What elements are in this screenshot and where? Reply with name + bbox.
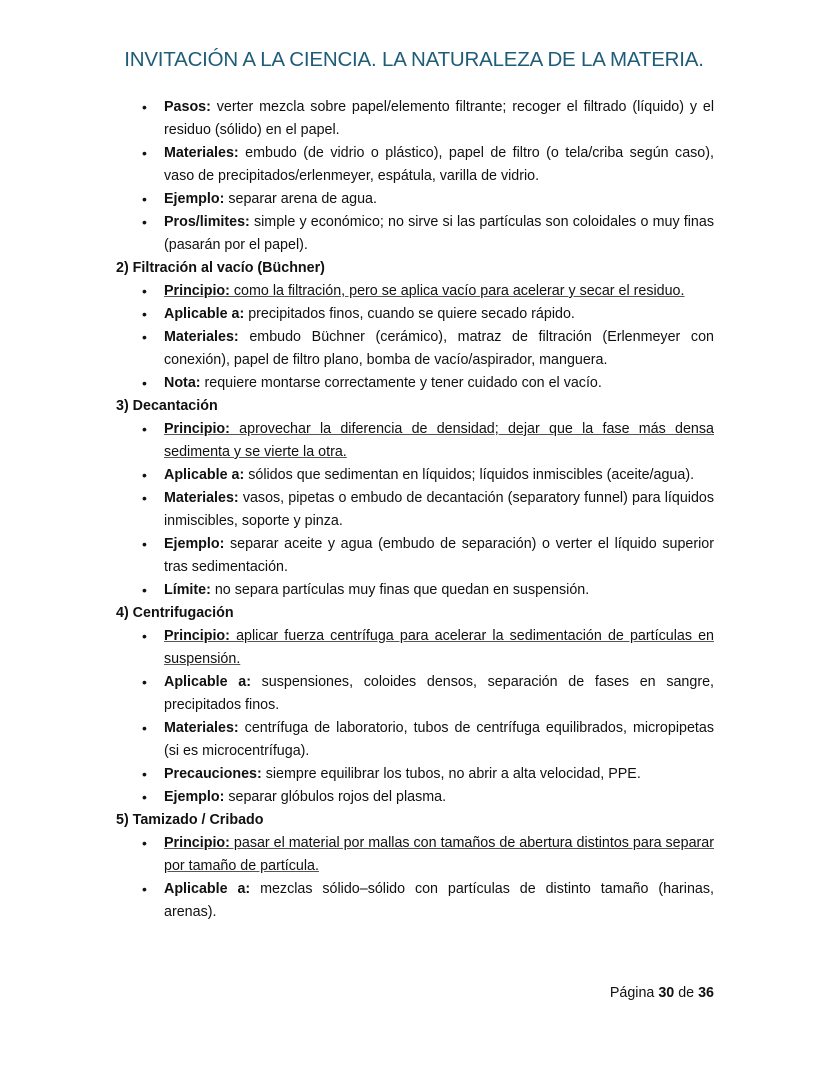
list-item <box>116 786 714 809</box>
item-label: Pros/limites: <box>164 214 250 230</box>
bullet-icon: • <box>142 720 147 736</box>
bullet-icon: • <box>142 375 147 391</box>
bullet-icon: • <box>142 628 147 644</box>
total-pages: 36 <box>698 985 714 1001</box>
list-item <box>116 418 714 464</box>
item-label: Ejemplo: <box>164 789 225 805</box>
item-label: Ejemplo: <box>164 536 225 552</box>
item-label: Aplicable a: <box>164 881 251 897</box>
list-item <box>116 533 714 579</box>
item-text: como la filtración, pero se aplica vacío para acelerar y secar el residuo. <box>229 283 685 299</box>
section-heading: 5) Tamizado / Cribado <box>116 812 264 828</box>
page-number <box>610 985 714 1001</box>
item-label: Precauciones: <box>164 766 262 782</box>
item-label: Principio: <box>164 835 230 851</box>
item-text: verter mezcla sobre papel/elemento filtrante; recoger el filtrado (líquido) y el residuo (sólido) en el papel. <box>164 99 714 138</box>
bullet-list <box>116 418 714 602</box>
list-item <box>116 717 714 763</box>
item-label: Principio: <box>164 628 230 644</box>
item-text: separar aceite y agua (embudo de separación) o verter el líquido superior tras sedimentación. <box>164 536 714 575</box>
bullet-list <box>116 625 714 809</box>
item-text: separar arena de agua. <box>224 191 377 207</box>
list-item <box>116 878 714 924</box>
item-label: Límite: <box>164 582 211 598</box>
bullet-icon: • <box>142 191 147 207</box>
list-item <box>116 579 714 602</box>
item-text: precipitados finos, cuando se quiere secado rápido. <box>244 306 575 322</box>
list-item <box>116 326 714 372</box>
item-label: Materiales: <box>164 145 239 161</box>
item-label: Principio: <box>164 421 230 437</box>
list-item <box>116 142 714 188</box>
page-of: de <box>674 985 699 1001</box>
bullet-icon: • <box>142 789 147 805</box>
list-item <box>116 671 714 717</box>
list-item <box>116 211 714 257</box>
list-item <box>116 832 714 878</box>
item-text: simple y económico; no sirve si las partículas son coloidales o muy finas (pasarán por el papel). <box>164 214 714 253</box>
bullet-icon: • <box>142 99 147 115</box>
item-text: no separa partículas muy finas que quedan en suspensión. <box>210 582 590 598</box>
item-text: aprovechar la diferencia de densidad; dejar que la fase más densa sedimenta y se vierte la otra. <box>164 421 714 460</box>
bullet-icon: • <box>142 421 147 437</box>
bullet-icon: • <box>142 582 147 598</box>
list-item <box>116 303 714 326</box>
item-label: Ejemplo: <box>164 191 225 207</box>
current-page: 30 <box>658 985 675 1001</box>
item-text: sólidos que sedimentan en líquidos; líquidos inmiscibles (aceite/agua). <box>244 467 695 483</box>
item-text: pasar el material por mallas con tamaños de abertura distintos para separar por tamaño de partícula. <box>164 835 714 874</box>
bullet-list <box>116 832 714 924</box>
page-label: Página <box>609 985 659 1001</box>
section-heading: 3) Decantación <box>116 398 218 414</box>
bullet-list <box>116 96 714 257</box>
list-item <box>116 188 714 211</box>
bullet-icon: • <box>142 145 147 161</box>
list-item <box>116 487 714 533</box>
item-text: mezclas sólido–sólido con partículas de distinto tamaño (harinas, arenas). <box>164 881 714 920</box>
item-text: vasos, pipetas o embudo de decantación (separatory funnel) para líquidos inmiscibles, soporte y pinza. <box>164 490 714 529</box>
section-heading: 2) Filtración al vacío (Büchner) <box>116 260 325 276</box>
item-label: Aplicable a: <box>164 306 245 322</box>
item-text: requiere montarse correctamente y tener cuidado con el vacío. <box>200 375 602 391</box>
item-text: siempre equilibrar los tubos, no abrir a alta velocidad, PPE. <box>261 766 641 782</box>
list-item <box>116 280 714 303</box>
bullet-icon: • <box>142 283 147 299</box>
list-item <box>116 96 714 142</box>
item-text: embudo (de vidrio o plástico), papel de filtro (o tela/criba según caso), vaso de precipitados/erlenmeyer, espátula, varilla de vidrio. <box>164 145 714 184</box>
item-text: aplicar fuerza centrífuga para acelerar la sedimentación de partículas en suspensión. <box>164 628 714 667</box>
bullet-icon: • <box>142 306 147 322</box>
bullet-icon: • <box>142 881 147 897</box>
bullet-icon: • <box>142 467 147 483</box>
bullet-icon: • <box>142 214 147 230</box>
list-item <box>116 763 714 786</box>
item-text: separar glóbulos rojos del plasma. <box>224 789 447 805</box>
item-text: suspensiones, coloides densos, separación de fases en sangre, precipitados finos. <box>164 674 715 713</box>
list-item <box>116 625 714 671</box>
item-label: Materiales: <box>164 720 239 736</box>
bullet-icon: • <box>142 536 147 552</box>
bullet-icon: • <box>142 835 147 851</box>
item-label: Pasos: <box>164 99 211 115</box>
page-header: INVITACIÓN A LA CIENCIA. LA NATURALEZA DE LA MATERIA. <box>124 48 704 71</box>
section-heading: 4) Centrifugación <box>116 605 234 621</box>
list-item <box>116 464 714 487</box>
bullet-icon: • <box>142 329 147 345</box>
list-item <box>116 372 714 395</box>
bullet-icon: • <box>142 490 147 506</box>
item-label: Aplicable a: <box>164 674 251 690</box>
item-label: Nota: <box>164 375 201 391</box>
bullet-list <box>116 280 714 395</box>
bullet-icon: • <box>142 766 147 782</box>
document-body <box>116 96 714 924</box>
item-label: Principio: <box>164 283 230 299</box>
item-text: centrífuga de laboratorio, tubos de centrífuga equilibrados, micropipetas (si es microcentrífuga). <box>164 720 714 759</box>
bullet-icon: • <box>142 674 147 690</box>
item-label: Materiales: <box>164 490 239 506</box>
item-label: Materiales: <box>164 329 239 345</box>
item-label: Aplicable a: <box>164 467 245 483</box>
item-text: embudo Büchner (cerámico), matraz de filtración (Erlenmeyer con conexión), papel de filtro plano, bomba de vacío/aspirador, manguera. <box>164 329 714 368</box>
